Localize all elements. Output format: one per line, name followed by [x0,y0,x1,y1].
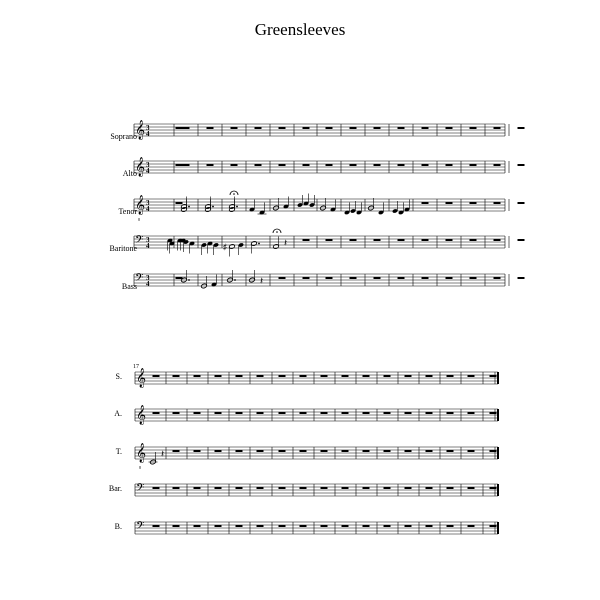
whole-rest [326,127,333,129]
whole-rest [468,375,475,377]
augmentation-dot [188,206,190,208]
whole-rest [194,487,201,489]
instrument-label-soprano: Soprano [110,132,137,141]
octave-mark: 8 [139,465,141,470]
whole-rest [183,127,190,129]
time-signature-top: 3 [146,236,150,244]
whole-rest [350,277,357,279]
whole-rest [398,127,405,129]
whole-rest [490,450,497,452]
whole-rest [255,127,262,129]
whole-rest [470,239,477,241]
whole-rest [303,127,310,129]
whole-rest [321,487,328,489]
whole-rest [490,525,497,527]
whole-rest [422,277,429,279]
whole-rest [468,450,475,452]
whole-rest [173,412,180,414]
whole-rest [173,525,180,527]
quarter-rest: 𝄽 [161,449,165,460]
whole-rest [384,525,391,527]
whole-rest [468,412,475,414]
instrument-label-b: B. [114,522,122,531]
whole-rest [342,487,349,489]
treble-clef: 𝄞 [136,405,147,424]
whole-rest [426,375,433,377]
whole-rest [384,487,391,489]
whole-rest [494,127,501,129]
whole-rest [518,127,525,129]
augmentation-dot [258,243,260,245]
whole-rest [446,239,453,241]
half-note [229,244,236,249]
instrument-label-bass: Bass [121,282,137,291]
whole-rest [426,412,433,414]
whole-rest [176,164,183,166]
whole-rest [350,239,357,241]
whole-rest [321,525,328,527]
treble-clef: 𝄞 [136,368,147,387]
whole-rest [426,450,433,452]
whole-rest [363,412,370,414]
whole-rest [518,202,525,204]
whole-rest [279,375,286,377]
whole-rest [231,164,238,166]
time-signature-top: 3 [146,199,150,207]
sharp-sign: ♯ [223,242,227,252]
whole-rest [422,239,429,241]
instrument-label-t: T. [115,447,122,456]
instrument-label-a: A. [114,409,122,418]
whole-rest [447,525,454,527]
whole-rest [153,525,160,527]
whole-rest [447,412,454,414]
whole-rest [405,412,412,414]
whole-rest [303,239,310,241]
whole-rest [422,127,429,129]
whole-rest [446,277,453,279]
whole-rest [176,202,183,204]
treble-clef: 𝄞 [135,157,146,176]
whole-rest [342,525,349,527]
whole-rest [257,487,264,489]
instrument-label-alto: Alto [122,169,137,178]
whole-rest [231,127,238,129]
treble-clef: 𝄞 [136,443,147,462]
whole-rest [363,525,370,527]
whole-rest [300,375,307,377]
whole-rest [342,375,349,377]
bass-clef: 𝄢 [136,519,145,534]
whole-rest [468,525,475,527]
whole-rest [426,525,433,527]
whole-rest [300,487,307,489]
time-signature-top: 3 [146,124,150,132]
whole-rest [447,450,454,452]
whole-rest [518,239,525,241]
instrument-label-s: S. [115,372,122,381]
whole-rest [279,127,286,129]
whole-rest [236,450,243,452]
half-note [251,241,258,246]
bass-clef: 𝄢 [135,233,144,248]
whole-rest [398,164,405,166]
whole-rest [446,164,453,166]
whole-rest [494,202,501,204]
half-note [273,244,280,249]
whole-rest [490,487,497,489]
bass-clef: 𝄢 [135,271,144,286]
augmentation-dot [236,206,238,208]
whole-rest [470,277,477,279]
time-signature-top: 3 [146,161,150,169]
whole-rest [300,525,307,527]
whole-rest [326,164,333,166]
time-signature-bottom: 4 [146,167,150,175]
whole-rest [194,375,201,377]
whole-rest [350,127,357,129]
augmentation-dot [212,206,214,208]
whole-rest [447,375,454,377]
whole-rest [153,375,160,377]
whole-rest [194,412,201,414]
instrument-label-bar: Bar. [108,484,122,493]
bass-clef: 𝄢 [136,481,145,496]
whole-rest [398,239,405,241]
whole-rest [422,202,429,204]
whole-rest [236,412,243,414]
whole-rest [215,375,222,377]
whole-rest [300,450,307,452]
time-signature-bottom: 4 [146,130,150,138]
whole-rest [363,450,370,452]
whole-rest [207,164,214,166]
whole-rest [426,487,433,489]
whole-rest [279,277,286,279]
whole-rest [384,412,391,414]
whole-rest [173,375,180,377]
whole-rest [374,239,381,241]
fermata-dot [276,231,278,233]
whole-rest [446,127,453,129]
whole-rest [257,525,264,527]
treble-clef: 𝄞 [135,120,146,139]
whole-rest [470,202,477,204]
whole-rest [518,164,525,166]
augmentation-dot [188,279,190,281]
fermata-dot [233,193,235,195]
measure-number: 17 [133,364,139,370]
whole-rest [490,412,497,414]
whole-rest [422,164,429,166]
whole-rest [384,375,391,377]
whole-rest [405,450,412,452]
whole-rest [257,375,264,377]
whole-rest [350,164,357,166]
whole-rest [300,412,307,414]
score-title: Greensleeves [254,20,346,39]
whole-rest [279,487,286,489]
whole-rest [215,412,222,414]
whole-rest [374,164,381,166]
whole-rest [446,202,453,204]
whole-rest [173,450,180,452]
whole-rest [215,450,222,452]
whole-rest [374,277,381,279]
octave-mark: 8 [138,217,140,222]
whole-rest [342,412,349,414]
time-signature-bottom: 4 [146,205,150,213]
whole-rest [447,487,454,489]
time-signature-top: 3 [146,274,150,282]
whole-rest [490,375,497,377]
whole-rest [176,277,183,279]
whole-rest [279,525,286,527]
whole-rest [494,164,501,166]
whole-rest [279,412,286,414]
whole-rest [470,164,477,166]
whole-rest [363,487,370,489]
whole-rest [321,412,328,414]
whole-rest [342,450,349,452]
whole-rest [173,487,180,489]
time-signature-bottom: 4 [146,242,150,250]
whole-rest [153,412,160,414]
whole-rest [257,450,264,452]
whole-rest [215,487,222,489]
whole-rest [468,487,475,489]
whole-rest [398,277,405,279]
whole-rest [405,375,412,377]
whole-rest [183,164,190,166]
treble-clef: 𝄞 [135,195,146,214]
whole-rest [518,277,525,279]
whole-rest [279,450,286,452]
whole-rest [236,525,243,527]
augmentation-dot [234,279,236,281]
quarter-rest: 𝄽 [260,276,264,287]
instrument-label-baritone: Baritone [109,244,137,253]
whole-rest [494,277,501,279]
whole-rest [405,525,412,527]
whole-rest [257,412,264,414]
whole-rest [374,127,381,129]
whole-rest [207,127,214,129]
whole-rest [176,127,183,129]
time-signature-bottom: 4 [146,280,150,288]
whole-rest [215,525,222,527]
whole-rest [384,450,391,452]
whole-rest [321,450,328,452]
whole-rest [470,127,477,129]
whole-rest [255,164,262,166]
whole-rest [494,239,501,241]
whole-rest [303,277,310,279]
whole-rest [236,487,243,489]
whole-rest [303,164,310,166]
whole-rest [153,487,160,489]
whole-rest [194,450,201,452]
whole-rest [326,239,333,241]
whole-rest [326,277,333,279]
whole-rest [321,375,328,377]
whole-rest [363,375,370,377]
quarter-rest: 𝄽 [284,238,288,249]
whole-rest [279,164,286,166]
whole-rest [236,375,243,377]
whole-rest [194,525,201,527]
whole-rest [405,487,412,489]
instrument-label-tenor: Tenor [118,207,137,216]
